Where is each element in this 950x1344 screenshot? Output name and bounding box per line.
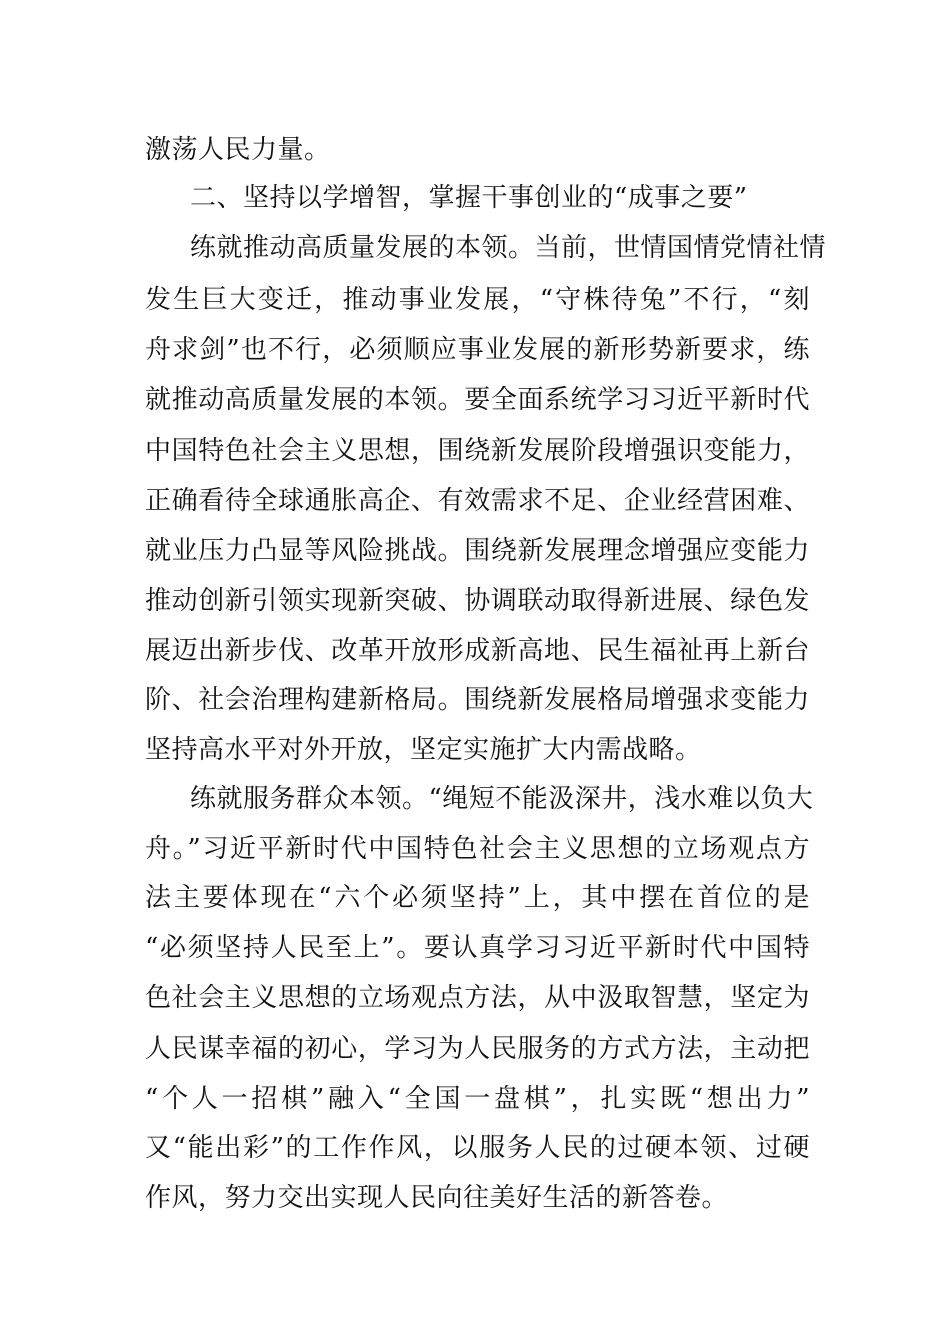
section-heading: 二、坚持以学增智，掌握干事创业的“成事之要” — [190, 183, 748, 213]
paragraph-line: 正确看待全球通胀高企、有效需求不足、企业经营困难、 — [145, 486, 810, 516]
paragraph-line: 中国特色社会主义思想，围绕新发展阶段增强识变能力， — [145, 436, 810, 466]
paragraph-line: “必须坚持人民至上”。要认真学习习近平新时代中国特 — [145, 933, 810, 963]
paragraph-line: 就业压力凸显等风险挑战。围绕新发展理念增强应变能力 — [145, 536, 810, 566]
paragraph-line: 练就服务群众本领。“绳短不能汲深井，浅水难以负大 — [190, 784, 814, 814]
paragraph-line: 阶、社会治理构建新格局。围绕新发展格局增强求变能力 — [145, 685, 810, 715]
paragraph-line: 发生巨大变迁，推动事业发展，“守株待兔”不行，“刻 — [145, 285, 810, 315]
paragraph-line: 展迈出新步伐、改革开放形成新高地、民生福祉再上新台 — [145, 636, 810, 666]
paragraph-line: 就推动高质量发展的本领。要全面系统学习习近平新时代 — [145, 385, 810, 415]
paragraph-line: 练就推动高质量发展的本领。当前，世情国情党情社情 — [190, 233, 827, 263]
paragraph-line: “个人一招棋”融入“全国一盘棋”，扎实既“想出力” — [145, 1084, 810, 1114]
paragraph-line: 坚持高水平对外开放，坚定实施扩大内需战略。 — [145, 735, 702, 765]
paragraph-line: 推动创新引领实现新突破、协调联动取得新进展、绿色发 — [145, 586, 810, 616]
paragraph-line: 色社会主义思想的立场观点方法，从中汲取智慧，坚定为 — [145, 983, 810, 1013]
paragraph-line: 人民谋幸福的初心，学习为人民服务的方式方法，主动把 — [145, 1034, 810, 1064]
paragraph-line: 舟。”习近平新时代中国特色社会主义思想的立场观点方 — [145, 834, 810, 864]
paragraph-line: 激荡人民力量。 — [145, 135, 331, 165]
paragraph-line: 又“能出彩”的工作作风，以服务人民的过硬本领、过硬 — [145, 1133, 810, 1163]
paragraph-line: 法主要体现在“六个必须坚持”上，其中摆在首位的是 — [145, 883, 810, 913]
paragraph-line: 舟求剑”也不行，必须顺应事业发展的新形势新要求，练 — [145, 335, 810, 365]
paragraph-line: 作风，努力交出实现人民向往美好生活的新答卷。 — [145, 1183, 729, 1213]
